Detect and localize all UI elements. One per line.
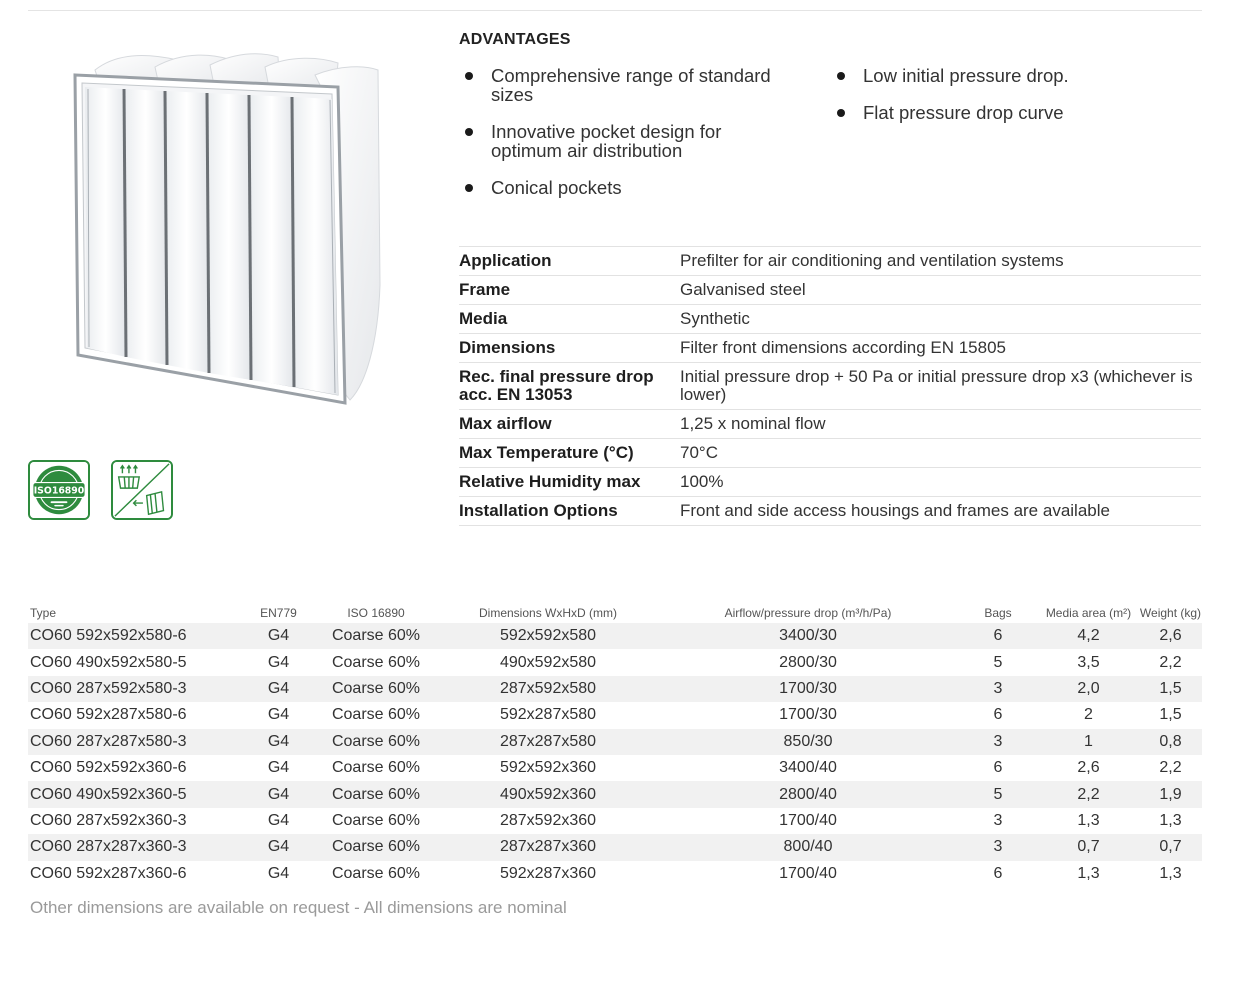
bullet-icon — [465, 184, 473, 192]
table-cell: 6 — [993, 759, 1003, 777]
spec-value: Synthetic — [680, 309, 750, 328]
table-row — [28, 676, 1202, 702]
product-variants-table — [28, 603, 1202, 887]
spec-row — [459, 439, 1201, 468]
spec-row — [459, 410, 1201, 439]
spec-row — [459, 468, 1201, 497]
spec-row — [459, 334, 1201, 363]
spec-label: Dimensions — [459, 338, 556, 357]
table-cell: 1,9 — [1159, 785, 1182, 803]
specifications-table — [459, 246, 1201, 526]
spec-value: Front and side access housings and frames are available — [680, 501, 1110, 520]
spec-row — [459, 276, 1201, 305]
table-cell: 3 — [993, 838, 1003, 856]
spec-label: Max Temperature (°C) — [459, 443, 634, 462]
spec-label: Rec. final pressure drop acc. EN 13053 — [459, 367, 654, 404]
table-cell: 6 — [993, 864, 1003, 882]
table-cell: G4 — [267, 759, 290, 777]
table-cell: G4 — [267, 732, 290, 750]
table-cell: 2,2 — [1159, 653, 1182, 671]
table-cell: CO60 490x592x580-5 — [30, 653, 187, 671]
spec-value: 1,25 x nominal flow — [680, 414, 826, 433]
spec-value: Filter front dimensions according EN 15805 — [680, 338, 1006, 357]
table-cell: 0,8 — [1159, 732, 1182, 750]
table-cell: 4,2 — [1077, 627, 1100, 645]
bag-filter-product-image — [60, 45, 400, 420]
top-divider — [28, 10, 1202, 11]
table-cell: 2,2 — [1077, 785, 1100, 803]
spec-row — [459, 497, 1201, 526]
table-cell: G4 — [267, 706, 290, 724]
table-cell: CO60 287x592x580-3 — [30, 679, 187, 697]
iso16890-certified-icon — [30, 462, 88, 518]
table-cell: 1,5 — [1159, 679, 1182, 697]
table-cell: 0,7 — [1077, 838, 1100, 856]
table-cell: 490x592x580 — [499, 653, 597, 671]
table-cell: 3 — [993, 732, 1003, 750]
spec-row — [459, 363, 1201, 410]
table-cell: 2,0 — [1077, 679, 1100, 697]
table-cell: 2 — [1084, 706, 1093, 724]
spec-label: Max airflow — [459, 414, 552, 433]
table-cell: CO60 287x287x360-3 — [30, 838, 187, 856]
table-cell: CO60 592x287x580-6 — [30, 706, 187, 724]
table-cell: G4 — [267, 785, 290, 803]
table-cell: 1700/40 — [779, 811, 837, 829]
table-row — [28, 861, 1202, 887]
table-cell: CO60 592x592x360-6 — [30, 759, 187, 777]
table-cell: CO60 592x287x360-6 — [30, 864, 187, 882]
advantages-list-right — [835, 66, 1175, 140]
table-cell: 592x287x360 — [499, 864, 597, 882]
spec-value: Prefilter for air conditioning and ventilation systems — [680, 251, 1064, 270]
table-cell: 592x287x580 — [499, 706, 597, 724]
table-cell: 1700/30 — [779, 679, 837, 697]
table-cell: 0,7 — [1159, 838, 1182, 856]
table-cell: 5 — [993, 653, 1003, 671]
footnote: Other dimensions are available on request - All dimensions are nominal — [30, 898, 567, 917]
table-cell: Coarse 60% — [331, 732, 421, 750]
table-cell: G4 — [267, 811, 290, 829]
table-cell: 1 — [1084, 732, 1093, 750]
table-cell: 287x592x360 — [499, 811, 597, 829]
table-cell: G4 — [267, 653, 290, 671]
advantage-item: Flat pressure drop curve — [835, 103, 1175, 122]
table-cell: Coarse 60% — [331, 811, 421, 829]
table-row — [28, 649, 1202, 675]
table-cell: Coarse 60% — [331, 679, 421, 697]
table-row — [28, 781, 1202, 807]
spec-value: Initial pressure drop + 50 Pa or initial pressure drop x3 (whichever is lower) — [680, 367, 1193, 404]
advantage-item: Conical pockets — [463, 178, 793, 197]
advantages-list-left — [463, 66, 793, 215]
installation-options-icon — [113, 462, 171, 518]
column-header-dimensions: Dimensions WxHxD (mm) — [479, 606, 617, 620]
column-header-iso16890: ISO 16890 — [347, 606, 405, 620]
table-row — [28, 623, 1202, 649]
table-cell: 6 — [993, 706, 1003, 724]
table-cell: Coarse 60% — [331, 706, 421, 724]
column-header-en779: EN779 — [260, 606, 297, 620]
spec-label: Frame — [459, 280, 511, 299]
bullet-icon — [465, 128, 473, 136]
table-cell: 2800/30 — [779, 653, 837, 671]
spec-row — [459, 305, 1201, 334]
spec-label: Media — [459, 309, 508, 328]
iso-badge-label: ISO16890 — [33, 485, 85, 497]
column-header-type: Type — [30, 606, 57, 620]
table-row — [28, 702, 1202, 728]
table-cell: 3 — [993, 679, 1003, 697]
table-cell: Coarse 60% — [331, 864, 421, 882]
table-cell: G4 — [267, 838, 290, 856]
table-cell: 1,3 — [1077, 811, 1100, 829]
spec-value: Galvanised steel — [680, 280, 806, 299]
spec-value: 100% — [680, 472, 724, 491]
table-cell: Coarse 60% — [331, 759, 421, 777]
table-cell: CO60 490x592x360-5 — [30, 785, 187, 803]
table-cell: 1700/40 — [779, 864, 837, 882]
table-cell: 1,3 — [1077, 864, 1100, 882]
table-cell: Coarse 60% — [331, 785, 421, 803]
table-cell: Coarse 60% — [331, 838, 421, 856]
table-cell: 2,2 — [1159, 759, 1182, 777]
column-header-media-area: Media area (m²) — [1045, 606, 1132, 620]
spec-label: Installation Options — [459, 501, 618, 520]
advantage-item: Low initial pressure drop. — [835, 66, 1175, 85]
advantage-item: Comprehensive range of standard sizes — [463, 66, 793, 104]
table-cell: 5 — [993, 785, 1003, 803]
table-cell: Coarse 60% — [331, 627, 421, 645]
table-cell: CO60 287x592x360-3 — [30, 811, 187, 829]
table-cell: 3400/40 — [779, 759, 837, 777]
spec-value: 70°C — [680, 443, 718, 462]
bullet-icon — [837, 109, 845, 117]
column-header-bags: Bags — [984, 606, 1012, 620]
advantage-item: Innovative pocket design for optimum air distribution — [463, 122, 793, 160]
table-cell: 2,6 — [1159, 627, 1182, 645]
product-rows — [28, 623, 1202, 887]
table-cell: 3 — [993, 811, 1003, 829]
table-cell: 2,6 — [1077, 759, 1100, 777]
table-cell: 1,5 — [1159, 706, 1182, 724]
advantages-title: ADVANTAGES — [459, 31, 571, 48]
spec-label: Relative Humidity max — [459, 472, 641, 491]
table-cell: 287x287x360 — [499, 838, 597, 856]
table-cell: CO60 592x592x580-6 — [30, 627, 187, 645]
table-cell: 850/30 — [783, 732, 833, 750]
table-cell: G4 — [267, 679, 290, 697]
table-cell: 1700/30 — [779, 706, 837, 724]
bullet-icon — [837, 72, 845, 80]
table-cell: 3,5 — [1077, 653, 1100, 671]
table-cell: 3400/30 — [779, 627, 837, 645]
table-header-row — [28, 603, 1202, 623]
iso16890-badge — [28, 460, 90, 520]
table-cell: Coarse 60% — [331, 653, 421, 671]
table-cell: 800/40 — [783, 838, 833, 856]
column-header-airflow: Airflow/pressure drop (m³/h/Pa) — [724, 606, 892, 620]
table-row — [28, 755, 1202, 781]
table-cell: 6 — [993, 627, 1003, 645]
table-row — [28, 808, 1202, 834]
table-row — [28, 729, 1202, 755]
spec-row — [459, 247, 1201, 276]
table-cell: 1,3 — [1159, 811, 1182, 829]
table-cell: 287x287x580 — [499, 732, 597, 750]
table-cell: 490x592x360 — [499, 785, 597, 803]
installation-options-badge — [111, 460, 173, 520]
table-cell: G4 — [267, 864, 290, 882]
table-cell: 592x592x580 — [499, 627, 597, 645]
table-cell: 1,3 — [1159, 864, 1182, 882]
spec-label: Application — [459, 251, 552, 270]
table-cell: 592x592x360 — [499, 759, 597, 777]
table-cell: CO60 287x287x580-3 — [30, 732, 187, 750]
column-header-weight: Weight (kg) — [1139, 606, 1202, 620]
table-cell: 287x592x580 — [499, 679, 597, 697]
table-row — [28, 834, 1202, 860]
table-cell: G4 — [267, 627, 290, 645]
bullet-icon — [465, 72, 473, 80]
table-cell: 2800/40 — [779, 785, 837, 803]
